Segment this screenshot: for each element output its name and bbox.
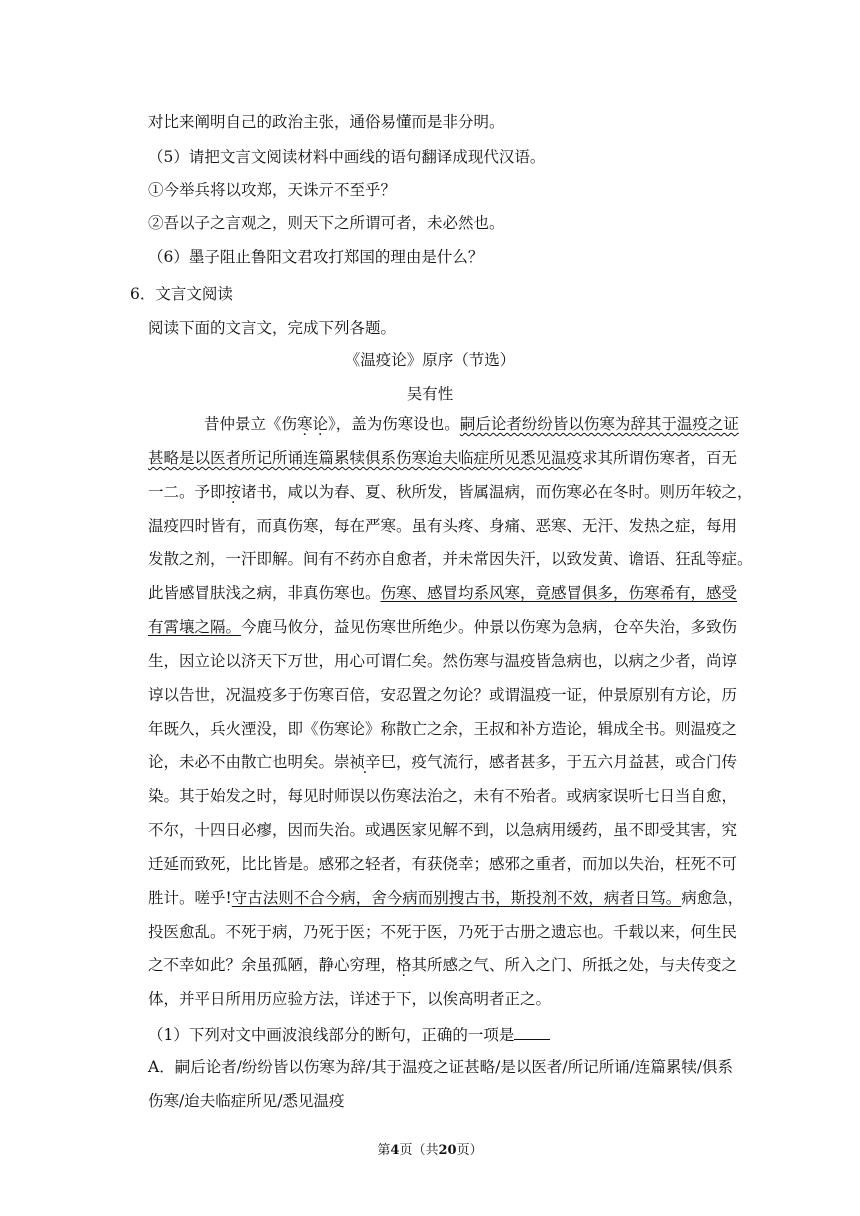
- passage-title: 《温疫论》原序（节选）: [344, 351, 516, 369]
- footer-text: 页）: [456, 1143, 483, 1158]
- passage-line-8: 生，因立论以济天下万世，用心可谓仁矣。然伤寒与温疫皆急病也，以病之少者，尚谆: [148, 652, 738, 670]
- dotted-char: 寒: [297, 415, 313, 433]
- dotted-char: 按: [225, 483, 242, 501]
- question-5-item-1: ①今举兵将以攻郑，天诛亓不至乎？: [148, 181, 397, 199]
- page-number: 4: [390, 1143, 400, 1158]
- passage-line-10: 年既久，兵火湮没，即《伤寒论》称散亡之余，王叔和补方造论，辑成全书。则温疫之: [148, 720, 738, 738]
- passage-text: 之不幸如此？余虽孤陋，静心穷理，: [148, 956, 397, 974]
- passage-text: 昔仲景立《伤: [204, 415, 298, 433]
- passage-line-1: [148, 414, 739, 434]
- section-6-heading: 6．文言文阅读: [130, 285, 233, 303]
- passage-line-9: 谆以告世，况温疫多于伤寒百倍，安忍置之勿论？或谓温疫一证，仲景原别有方论，历: [148, 686, 738, 704]
- passage-line-17: [148, 955, 738, 975]
- dotted-char: 格: [396, 956, 412, 974]
- text-line: 对比来阐明自己的政治主张，通俗易懂而是非分明。: [148, 113, 505, 131]
- question-1-text: （1）下列对文中画波浪线部分的断句，正确的一项是: [148, 1026, 515, 1044]
- passage-line-3: [148, 482, 753, 502]
- passage-line-16: 投医愈乱。不死于病，乃死于医；不死于医，乃死于古册之遗忘也。千载以来，何生民: [148, 923, 738, 941]
- passage-line-13: 不尔，十四日必瘳，因而失治。或遇医家见解不到，以急病用缓药，虽不即受其害，究: [148, 821, 738, 839]
- footer-text: 第: [377, 1143, 391, 1158]
- passage-text: ，疫气流行，感者甚多，于五六月益甚，或合门传: [396, 753, 738, 771]
- passage-line-7: [148, 617, 738, 637]
- question-6: （6）墨子阻止鲁阳文君攻打郑国的理由是什么？: [148, 248, 484, 266]
- passage-line-15: [148, 888, 744, 908]
- option-a-line-1: [148, 1057, 734, 1077]
- page-footer: [0, 1139, 860, 1158]
- passage-text: 求其所谓伤寒者，百无: [582, 449, 738, 467]
- passage-line-14: 迁延而致死，比比皆是。感邪之轻者，有获侥幸；感邪之重者，而加以失治，枉死不可: [148, 855, 738, 873]
- passage-line-18: 体，并平日所用历应验方法，详述于下，以俟高明者正之。: [148, 990, 552, 1008]
- passage-text: 今鹿马攸分，益见伤寒世所绝少。仲景以伤寒为急病，仓卒失治，多致伤: [241, 618, 738, 636]
- footer-text: 页（共: [399, 1143, 439, 1158]
- option-a-text: 嗣后论者/纷纷皆以伤寒为辞/其于温疫之证甚略/是以医者/所记所诵/连篇累犊/俱系: [174, 1058, 734, 1076]
- section-6-instruction: 阅读下面的文言文，完成下列各题。: [148, 319, 397, 337]
- underlined-text: 守古法则不合今病，舍今病而别搜古书，斯投剂不效，病者日笃。: [231, 889, 682, 907]
- underlined-text: 有霄壤之隔。: [148, 618, 242, 636]
- answer-blank[interactable]: [514, 1023, 550, 1040]
- passage-line-6: [148, 583, 738, 603]
- dotted-text: 崇祯辛巳: [334, 753, 397, 771]
- passage-line-2: [148, 448, 738, 468]
- option-a-label: A．: [148, 1058, 175, 1076]
- dotted-char: 论: [312, 415, 329, 433]
- passage-text: 胜计。嗟乎!: [148, 889, 232, 907]
- passage-text: 一二。予即: [148, 483, 226, 501]
- question-1-stem: [148, 1023, 550, 1045]
- question-5-item-2: ②吾以子之言观之，则天下之所谓可者，未必然也。: [148, 214, 505, 232]
- wavy-underlined-text: 嗣后论者纷纷皆以伤寒为辞其于温疫之证: [459, 415, 739, 433]
- underlined-text: 伤寒、感冒均系风寒，竟感冒俱多，伤寒希有，感受: [380, 584, 738, 602]
- passage-author: 吴有性: [406, 385, 454, 403]
- total-pages: 20: [438, 1143, 457, 1158]
- wavy-underlined-text: 甚略是以医者所记所诵连篇累犊俱系伤寒迨夫临症所见悉见温疫: [148, 449, 583, 467]
- question-5: （5）请把文言文阅读材料中画线的语句翻译成现代汉语。: [148, 148, 546, 166]
- passage-line-11: [148, 752, 738, 772]
- passage-text: 其所感之气、所入之门、所抵之处，与夫传变之: [411, 956, 738, 974]
- passage-text: 论，未必不由散亡也明矣。: [148, 753, 335, 771]
- passage-text: 诸书，咸以为春、夏、秋所发，皆属温病，而伤寒必在冬时。则历年较之，: [241, 483, 753, 501]
- passage-text: 病愈急，: [681, 889, 744, 907]
- passage-line-4: 温疫四时皆有，而真伤寒，每在严寒。虽有头疼、身痛、恶寒、无汗、发热之症，每用: [148, 517, 738, 535]
- option-a-line-2: 伤寒/迨夫临症所见/悉见温疫: [148, 1092, 345, 1110]
- passage-line-12: 染。其于始发之时，每见时师误以伤寒法治之，未有不殆者。或病家误听七日当自愈，: [148, 787, 738, 805]
- passage-text: 》，盖为伤寒设也。: [328, 415, 460, 433]
- passage-line-5: 发散之剂，一汗即解。间有不药亦自愈者，并未常因失汗，以致发黄、谵语、狂乱等症。: [148, 550, 753, 568]
- passage-text: 此皆感冒肤浅之病，非真伤寒也。: [148, 584, 381, 602]
